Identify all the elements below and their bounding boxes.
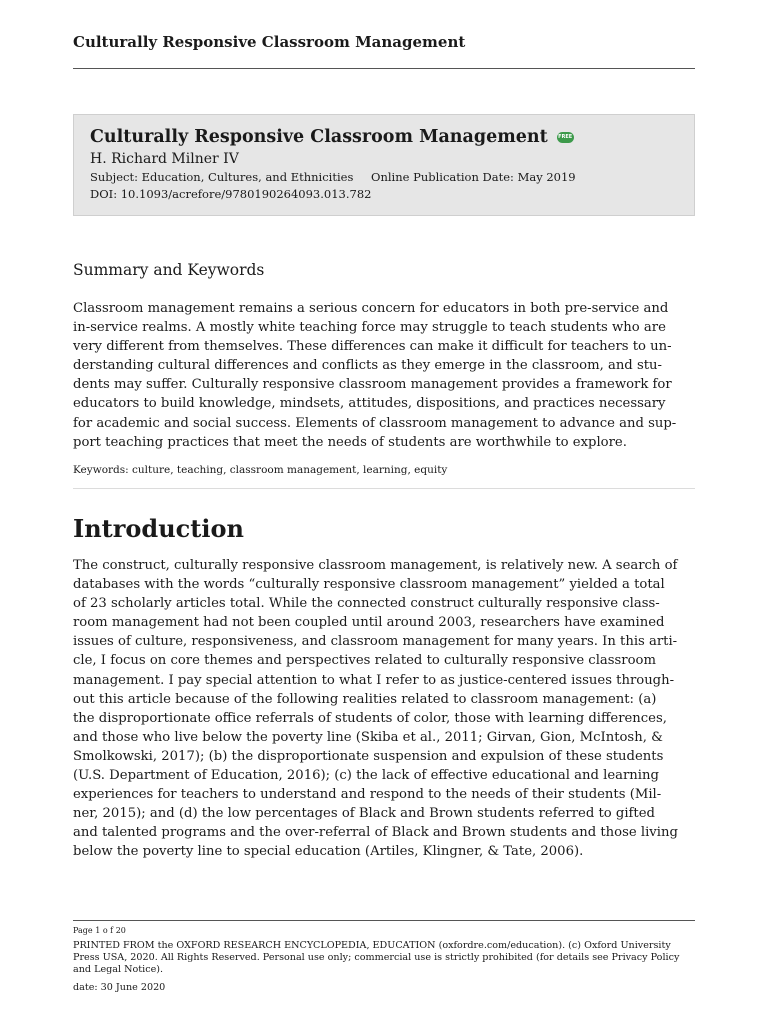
introduction-paragraph (73, 556, 695, 862)
keywords-divider (73, 488, 695, 489)
summary-line: for academic and social success. Elements of classroom management to advance and sup‐ (73, 415, 677, 431)
intro-line: Smolkowski, 2017); (b) the disproportionate suspension and expulsion of these students (73, 748, 664, 764)
keywords-line (73, 464, 447, 476)
summary-line: in-service realms. A mostly white teaching force may struggle to teach students who are (73, 320, 666, 336)
footer-divider (73, 920, 695, 921)
intro-line: databases with the words “culturally responsive classroom management” yielded a total (73, 577, 665, 593)
page-number: Page 1 o f 20 (73, 926, 126, 935)
article-title: Culturally Responsive Classroom Management (90, 127, 548, 147)
print-date: date: 30 June 2020 (73, 982, 166, 993)
keywords-value: culture, teaching, classroom management, learning, equity (132, 464, 448, 476)
summary-line: very different from themselves. These differences can make it difficult for teachers to un‐ (73, 339, 672, 355)
header-divider (73, 68, 695, 69)
intro-line: ner, 2015); and (d) the low percentages of Black and Brown students referred to gifted (73, 806, 655, 822)
intro-line: of 23 scholarly articles total. While the connected construct culturally responsive class‐ (73, 596, 660, 612)
intro-line: out this article because of the following realities related to classroom management: (a) (73, 691, 657, 707)
article-metadata-box (73, 114, 695, 216)
subject-label: Subject: (90, 170, 138, 184)
summary-line: Classroom management remains a serious concern for educators in both pre-service and (73, 301, 669, 316)
summary-line: dents may suffer. Culturally responsive classroom management provides a framework for (73, 377, 672, 393)
summary-line: port teaching practices that meet the needs of students are worthwhile to explore. (73, 434, 627, 450)
intro-line: management. I pay special attention to what I refer to as justice-centered issues through‐ (73, 672, 675, 688)
publication-date-label: Online Publication Date: (371, 170, 514, 184)
intro-line: cle, I focus on core themes and perspectives related to culturally responsive classroom (73, 653, 656, 669)
intro-line: below the poverty line to special education (Artiles, Klingner, & Tate, 2006). (73, 844, 584, 860)
article-title-row (90, 127, 678, 147)
subject-value: Education, Cultures, and Ethnicities (141, 170, 354, 184)
intro-line: and talented programs and the over-referral of Black and Brown students and those living (73, 825, 678, 841)
intro-line: (U.S. Department of Education, 2016); (c) the lack of effective educational and learning (73, 768, 659, 784)
summary-paragraph (73, 299, 695, 452)
publication-date-value: May 2019 (517, 170, 576, 184)
summary-line: educators to build knowledge, mindsets, attitudes, dispositions, and practices necessary (73, 396, 666, 412)
summary-heading: Summary and Keywords (73, 261, 265, 279)
intro-line: experiences for teachers to understand and respond to the needs of their students (Mil‐ (73, 787, 662, 803)
intro-line: and those who live below the poverty line (Skiba et al., 2011; Girvan, Gion, McIntosh, & (73, 729, 663, 745)
intro-line: room management had not been coupled until around 2003, researchers have examined (73, 615, 665, 631)
summary-line: derstanding cultural differences and conflicts as they emerge in the classroom, and stu‐ (73, 358, 662, 374)
running-header: Culturally Responsive Classroom Management (73, 33, 466, 51)
print-notice: PRINTED FROM the OXFORD RESEARCH ENCYCLOPEDIA, EDUCATION (oxfordre.com/education). (c) Oxford University Press USA, 2020. All Rights Reserved. Personal use only; commercial use is strictly prohibited (for details see Privacy Policy and Legal Notice). (73, 940, 680, 975)
intro-line: The construct, culturally responsive classroom management, is relatively new. A search of (73, 558, 678, 573)
free-badge-icon: FREE (557, 132, 574, 143)
doi-line (90, 187, 678, 201)
intro-line: issues of culture, responsiveness, and classroom management for many years. In this arti‐ (73, 634, 678, 650)
article-author: H. Richard Milner IV (90, 151, 239, 167)
keywords-label: Keywords: (73, 464, 129, 476)
doi-value[interactable]: 10.1093/acrefore/9780190264093.013.782 (120, 187, 372, 201)
doi-label: DOI: (90, 187, 118, 201)
introduction-heading: Introduction (73, 514, 244, 543)
subject-line (90, 170, 678, 184)
intro-line: the disproportionate office referrals of students of color, those with learning differences, (73, 710, 667, 726)
